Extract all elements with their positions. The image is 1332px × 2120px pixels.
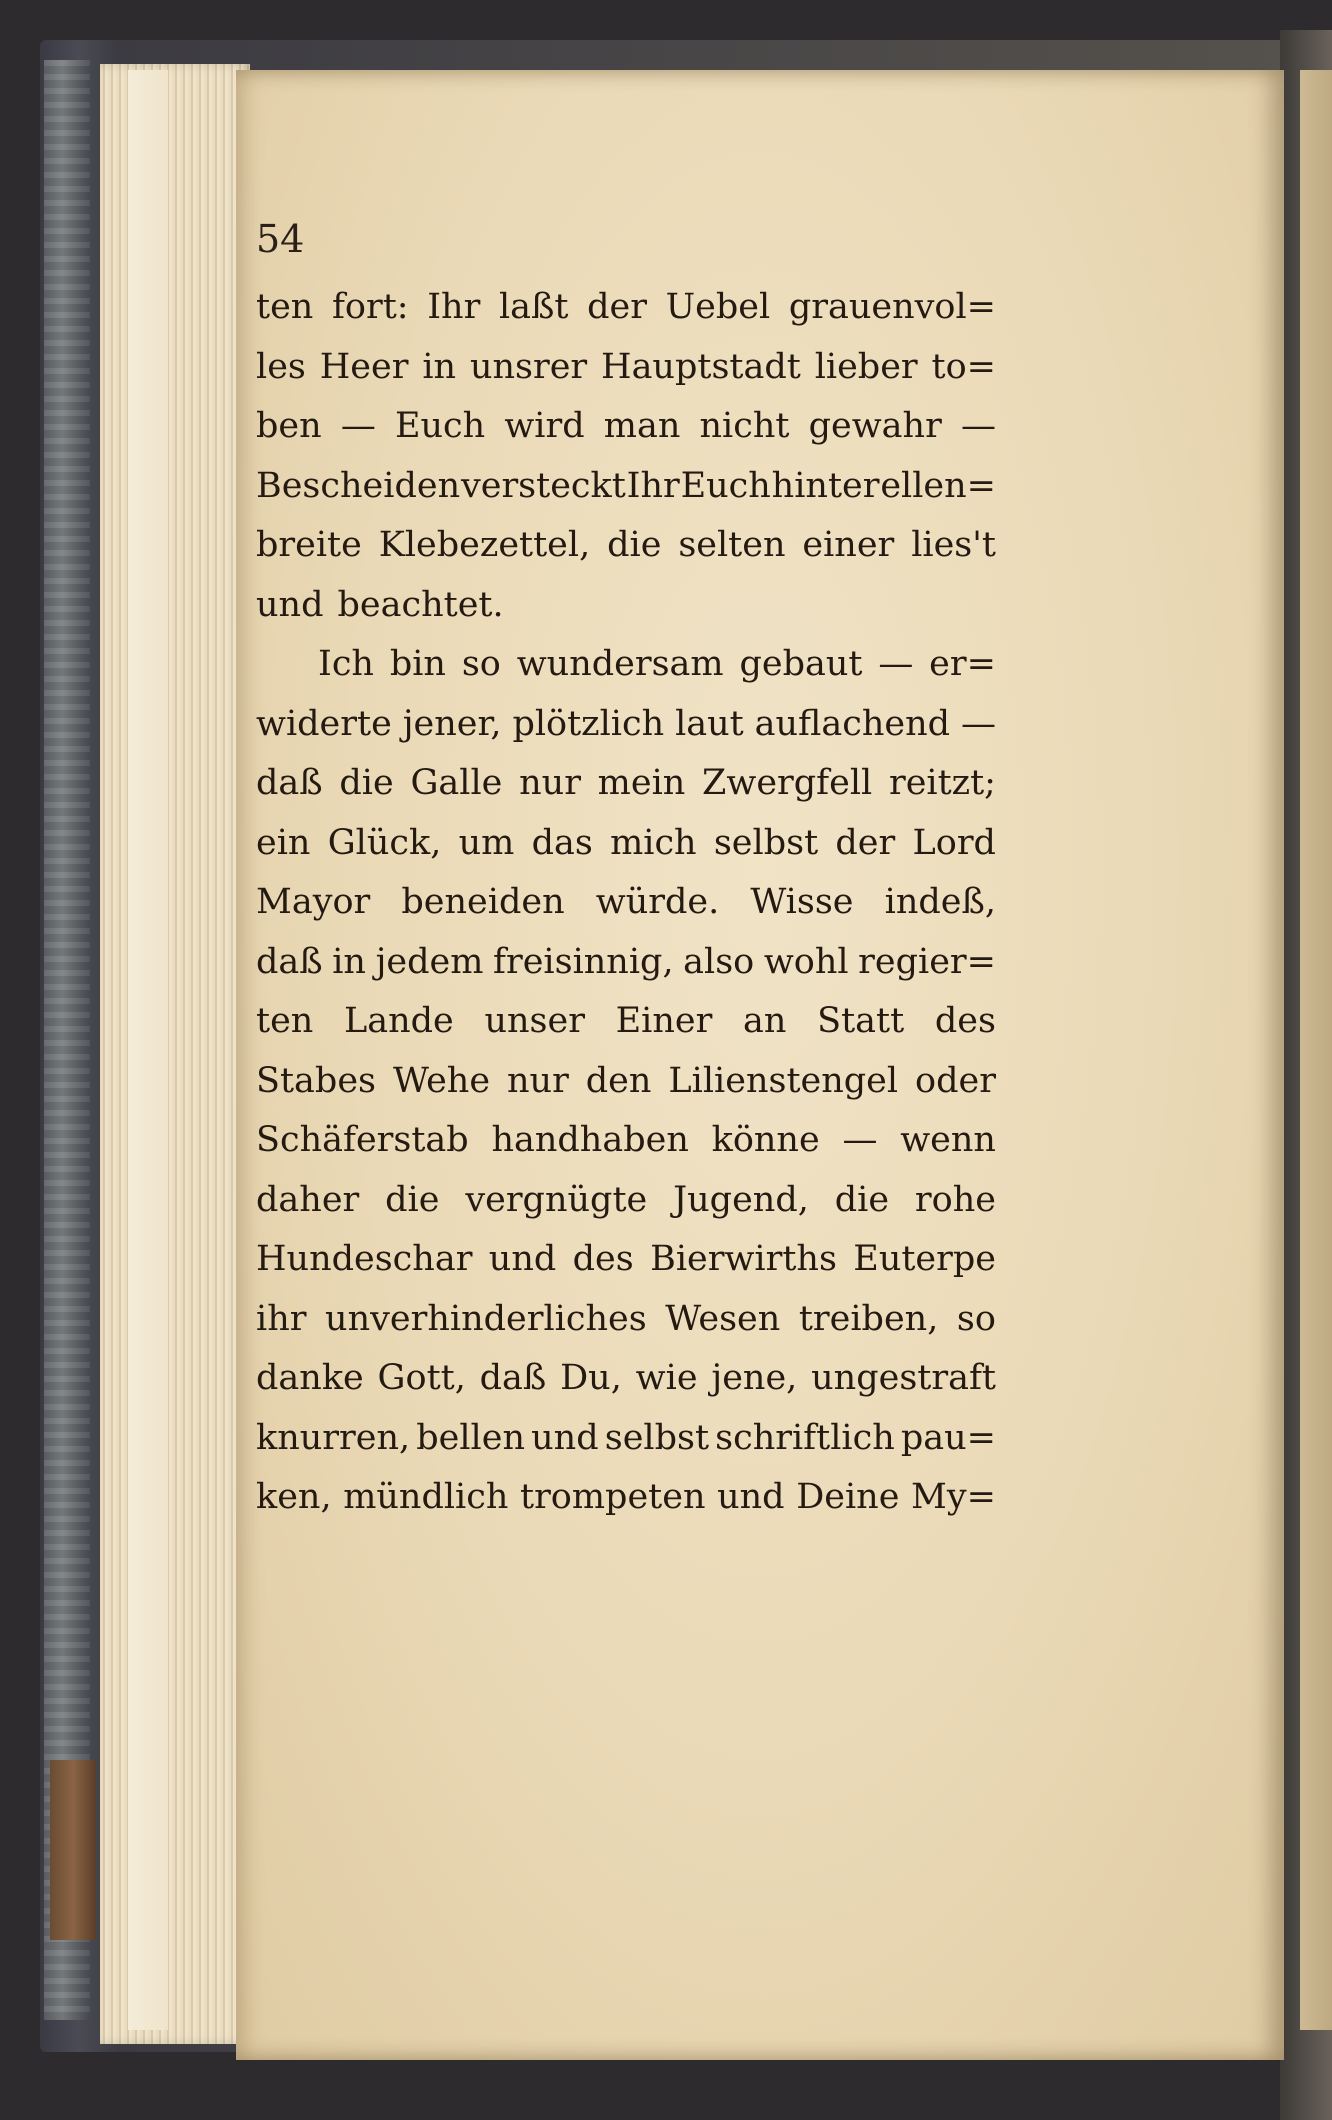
word: Zwergfell	[702, 763, 873, 803]
word: und	[531, 1417, 599, 1458]
word: würde.	[595, 882, 720, 922]
word: rohe	[914, 1179, 996, 1220]
word: der	[587, 287, 647, 327]
word: in	[332, 941, 366, 982]
text-line	[256, 873, 996, 933]
word: wenn	[900, 1120, 996, 1160]
text-line	[256, 1111, 996, 1171]
word: Klebezettel,	[378, 525, 591, 565]
word: versteckt	[460, 465, 626, 506]
word: —	[842, 1120, 878, 1160]
word: mich	[610, 822, 697, 863]
word: Euch	[680, 465, 771, 506]
word: Galle	[410, 763, 503, 803]
word: breite	[256, 525, 362, 565]
word: selbst	[604, 1417, 710, 1458]
word: bin	[389, 644, 446, 684]
word: les	[256, 346, 306, 387]
text-line	[256, 992, 996, 1052]
word: Lilienstengel	[668, 1060, 899, 1101]
text-line	[256, 1171, 996, 1231]
word: daß	[256, 941, 323, 982]
word: Lord	[912, 822, 996, 863]
word: so	[461, 644, 501, 684]
page-edges-highlight	[128, 70, 168, 2030]
word: Euterpe	[853, 1239, 996, 1279]
word: das	[531, 822, 593, 863]
word: ten	[256, 1001, 314, 1041]
word: auflachend	[754, 703, 951, 744]
word: grauenvol=	[788, 287, 996, 327]
word: regier=	[858, 941, 996, 982]
word: jedem	[375, 941, 484, 982]
word: Wesen	[665, 1298, 781, 1339]
text-line	[256, 1409, 996, 1469]
word: Euch	[394, 406, 486, 446]
word: Deine	[796, 1477, 900, 1517]
word: könne	[711, 1120, 820, 1160]
word: reitzt;	[888, 763, 996, 803]
word: hinter	[771, 465, 880, 506]
word: wie	[635, 1358, 698, 1398]
word: —	[960, 703, 996, 744]
word: selbst	[713, 822, 819, 863]
word: ein	[256, 822, 311, 863]
word: des	[572, 1239, 634, 1279]
word: ihr	[256, 1298, 307, 1339]
word: oder	[915, 1060, 996, 1101]
word: er=	[929, 644, 996, 684]
word: wird	[504, 406, 585, 446]
word: treiben,	[798, 1298, 939, 1339]
word: ellen=	[880, 465, 996, 506]
word: Wehe	[392, 1060, 491, 1101]
text-line	[256, 1290, 996, 1350]
text-line	[256, 635, 996, 695]
word: Heer	[319, 346, 409, 387]
word: ten	[256, 287, 314, 327]
text-line	[256, 457, 996, 517]
word: jener,	[402, 703, 502, 744]
word: Uebel	[665, 287, 771, 327]
word: Statt	[817, 1001, 905, 1041]
word: Du,	[560, 1358, 622, 1398]
word: Jugend,	[673, 1179, 809, 1220]
word: der	[835, 822, 896, 863]
word: Wisse	[750, 882, 854, 922]
word: gewahr	[808, 406, 942, 446]
word: —	[340, 406, 376, 446]
word: vergnügte	[465, 1179, 648, 1220]
word: laßt	[498, 287, 569, 327]
text-line	[256, 754, 996, 814]
word: Bierwirths	[650, 1239, 837, 1279]
page-edges-stack	[100, 64, 250, 2044]
word: —	[960, 406, 996, 446]
text-line	[256, 1349, 996, 1409]
word: nicht	[699, 406, 790, 446]
word: gebaut	[739, 644, 863, 684]
word: jene,	[711, 1358, 798, 1398]
text-line	[256, 278, 996, 338]
word: My=	[911, 1477, 996, 1517]
word: die	[834, 1179, 890, 1220]
text-line	[256, 1468, 996, 1528]
word: die	[607, 525, 662, 565]
word: schriftlich	[715, 1417, 895, 1458]
text-line	[256, 933, 996, 993]
page-number: 54	[256, 217, 305, 261]
word: und	[488, 1239, 557, 1279]
word: die	[385, 1179, 440, 1220]
word: also	[683, 941, 755, 982]
word: Ich	[318, 644, 374, 684]
marbled-cover-edge	[44, 60, 90, 2020]
word: knurren,	[256, 1417, 411, 1458]
word: Glück,	[327, 822, 442, 863]
word: und	[256, 584, 324, 625]
word: beachtet.	[337, 584, 504, 625]
word: lieber	[814, 346, 918, 387]
body-text	[256, 278, 996, 1528]
word: unser	[484, 1001, 585, 1041]
word: des	[934, 1001, 996, 1041]
word: wundersam	[516, 644, 724, 684]
leather-spine-corner	[50, 1760, 96, 1940]
word: Ihr	[626, 465, 680, 506]
text-line	[256, 695, 996, 755]
word: fort:	[331, 287, 409, 327]
word: to=	[931, 346, 996, 387]
word: —	[878, 644, 914, 684]
word: Schäferstab	[256, 1120, 469, 1160]
word: ungestraft	[811, 1358, 996, 1398]
text-line	[256, 814, 996, 874]
word: lies't	[911, 525, 996, 565]
word: nur	[507, 1060, 569, 1101]
text-line	[256, 1230, 996, 1290]
word: daß	[479, 1358, 547, 1398]
text-line	[256, 576, 996, 636]
word: mündlich	[343, 1477, 509, 1517]
word: man	[603, 406, 681, 446]
word: Lande	[344, 1001, 454, 1041]
word: Bescheiden	[256, 465, 461, 506]
word: an	[743, 1001, 787, 1041]
word: ben	[256, 406, 322, 446]
word: und	[717, 1477, 785, 1517]
word: danke	[256, 1358, 364, 1398]
word: trompeten	[520, 1477, 706, 1517]
word: Stabes	[256, 1060, 376, 1101]
word: indeß,	[884, 882, 996, 922]
word: nur	[519, 763, 581, 803]
word: die	[339, 763, 394, 803]
word: Gott,	[377, 1358, 466, 1398]
word: Hauptstadt	[601, 346, 801, 387]
word: laut	[675, 703, 744, 744]
word: um	[458, 822, 515, 863]
word: beneiden	[401, 882, 565, 922]
word: unsrer	[469, 346, 588, 387]
word: daß	[256, 763, 323, 803]
word: Mayor	[256, 882, 371, 922]
word: freisinnig,	[493, 941, 674, 982]
word: Einer	[615, 1001, 713, 1041]
word: einer	[802, 525, 895, 565]
text-line	[256, 1052, 996, 1112]
word: in	[422, 346, 457, 387]
word: Ihr	[427, 287, 481, 327]
word: wohl	[763, 941, 849, 982]
text-line	[256, 516, 996, 576]
word: pau=	[900, 1417, 996, 1458]
word: ken,	[256, 1477, 332, 1517]
word: bellen	[416, 1417, 526, 1458]
text-line	[256, 338, 996, 398]
word: den	[585, 1060, 652, 1101]
word: handhaben	[491, 1120, 689, 1160]
word: Hundeschar	[256, 1239, 473, 1279]
word: widerte	[256, 703, 392, 744]
text-line	[256, 397, 996, 457]
word: mein	[597, 763, 686, 803]
facing-page-edge	[1300, 70, 1332, 2030]
word: plötzlich	[512, 703, 665, 744]
word: selten	[678, 525, 786, 565]
word: unverhinderliches	[325, 1298, 647, 1339]
word: so	[956, 1298, 996, 1339]
word: daher	[256, 1179, 360, 1220]
